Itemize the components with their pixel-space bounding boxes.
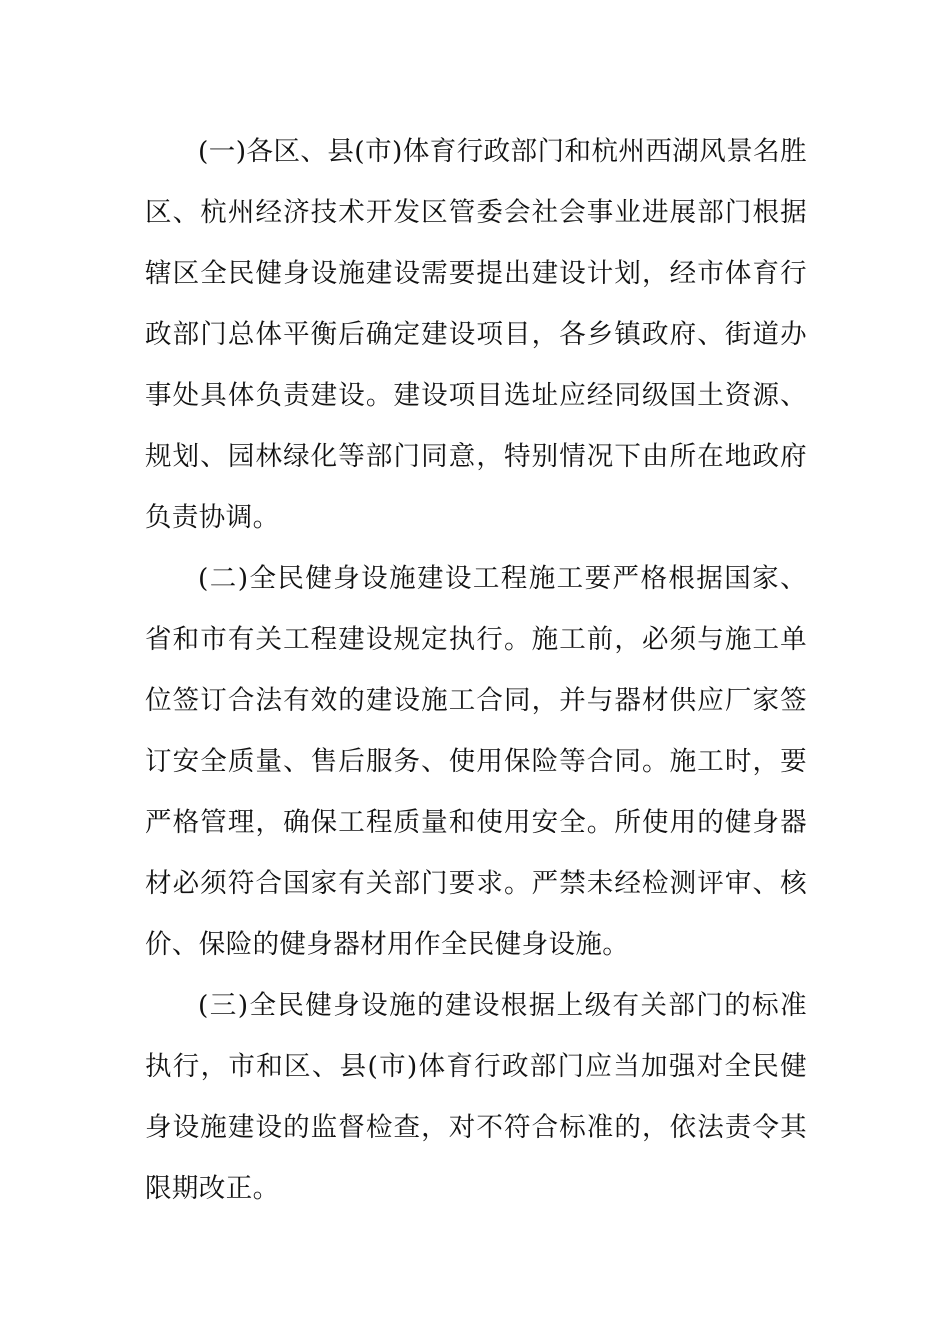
paragraph-1: (一)各区、县(市)体育行政部门和杭州西湖风景名胜区、杭州经济技术开发区管委会社会事业进展部门根据辖区全民健身设施建设需要提出建设计划，经市体育行政部门总体平衡后确定建设项目，各乡镇政府、街道办事处具体负责建设。建设项目选址应经同级国土资源、规划、园林绿化等部门同意，特别情况下由所在地政府负责协调。 xyxy=(145,136,807,533)
paragraph-2: (二)全民健身设施建设工程施工要严格根据国家、省和市有关工程建设规定执行。施工前，必须与施工单位签订合法有效的建设施工合同，并与器材供应厂家签订安全质量、售后服务、使用保险等合同。施工时，要严格管理，确保工程质量和使用安全。所使用的健身器材必须符合国家有关部门要求。严禁未经检测评审、核价、保险的健身器材用作全民健身设施。 xyxy=(145,563,807,960)
document-body xyxy=(145,121,807,1219)
paragraph-3: (三)全民健身设施的建设根据上级有关部门的标准执行，市和区、县(市)体育行政部门应当加强对全民健身设施建设的监督检查，对不符合标准的，依法责令其限期改正。 xyxy=(145,990,807,1204)
